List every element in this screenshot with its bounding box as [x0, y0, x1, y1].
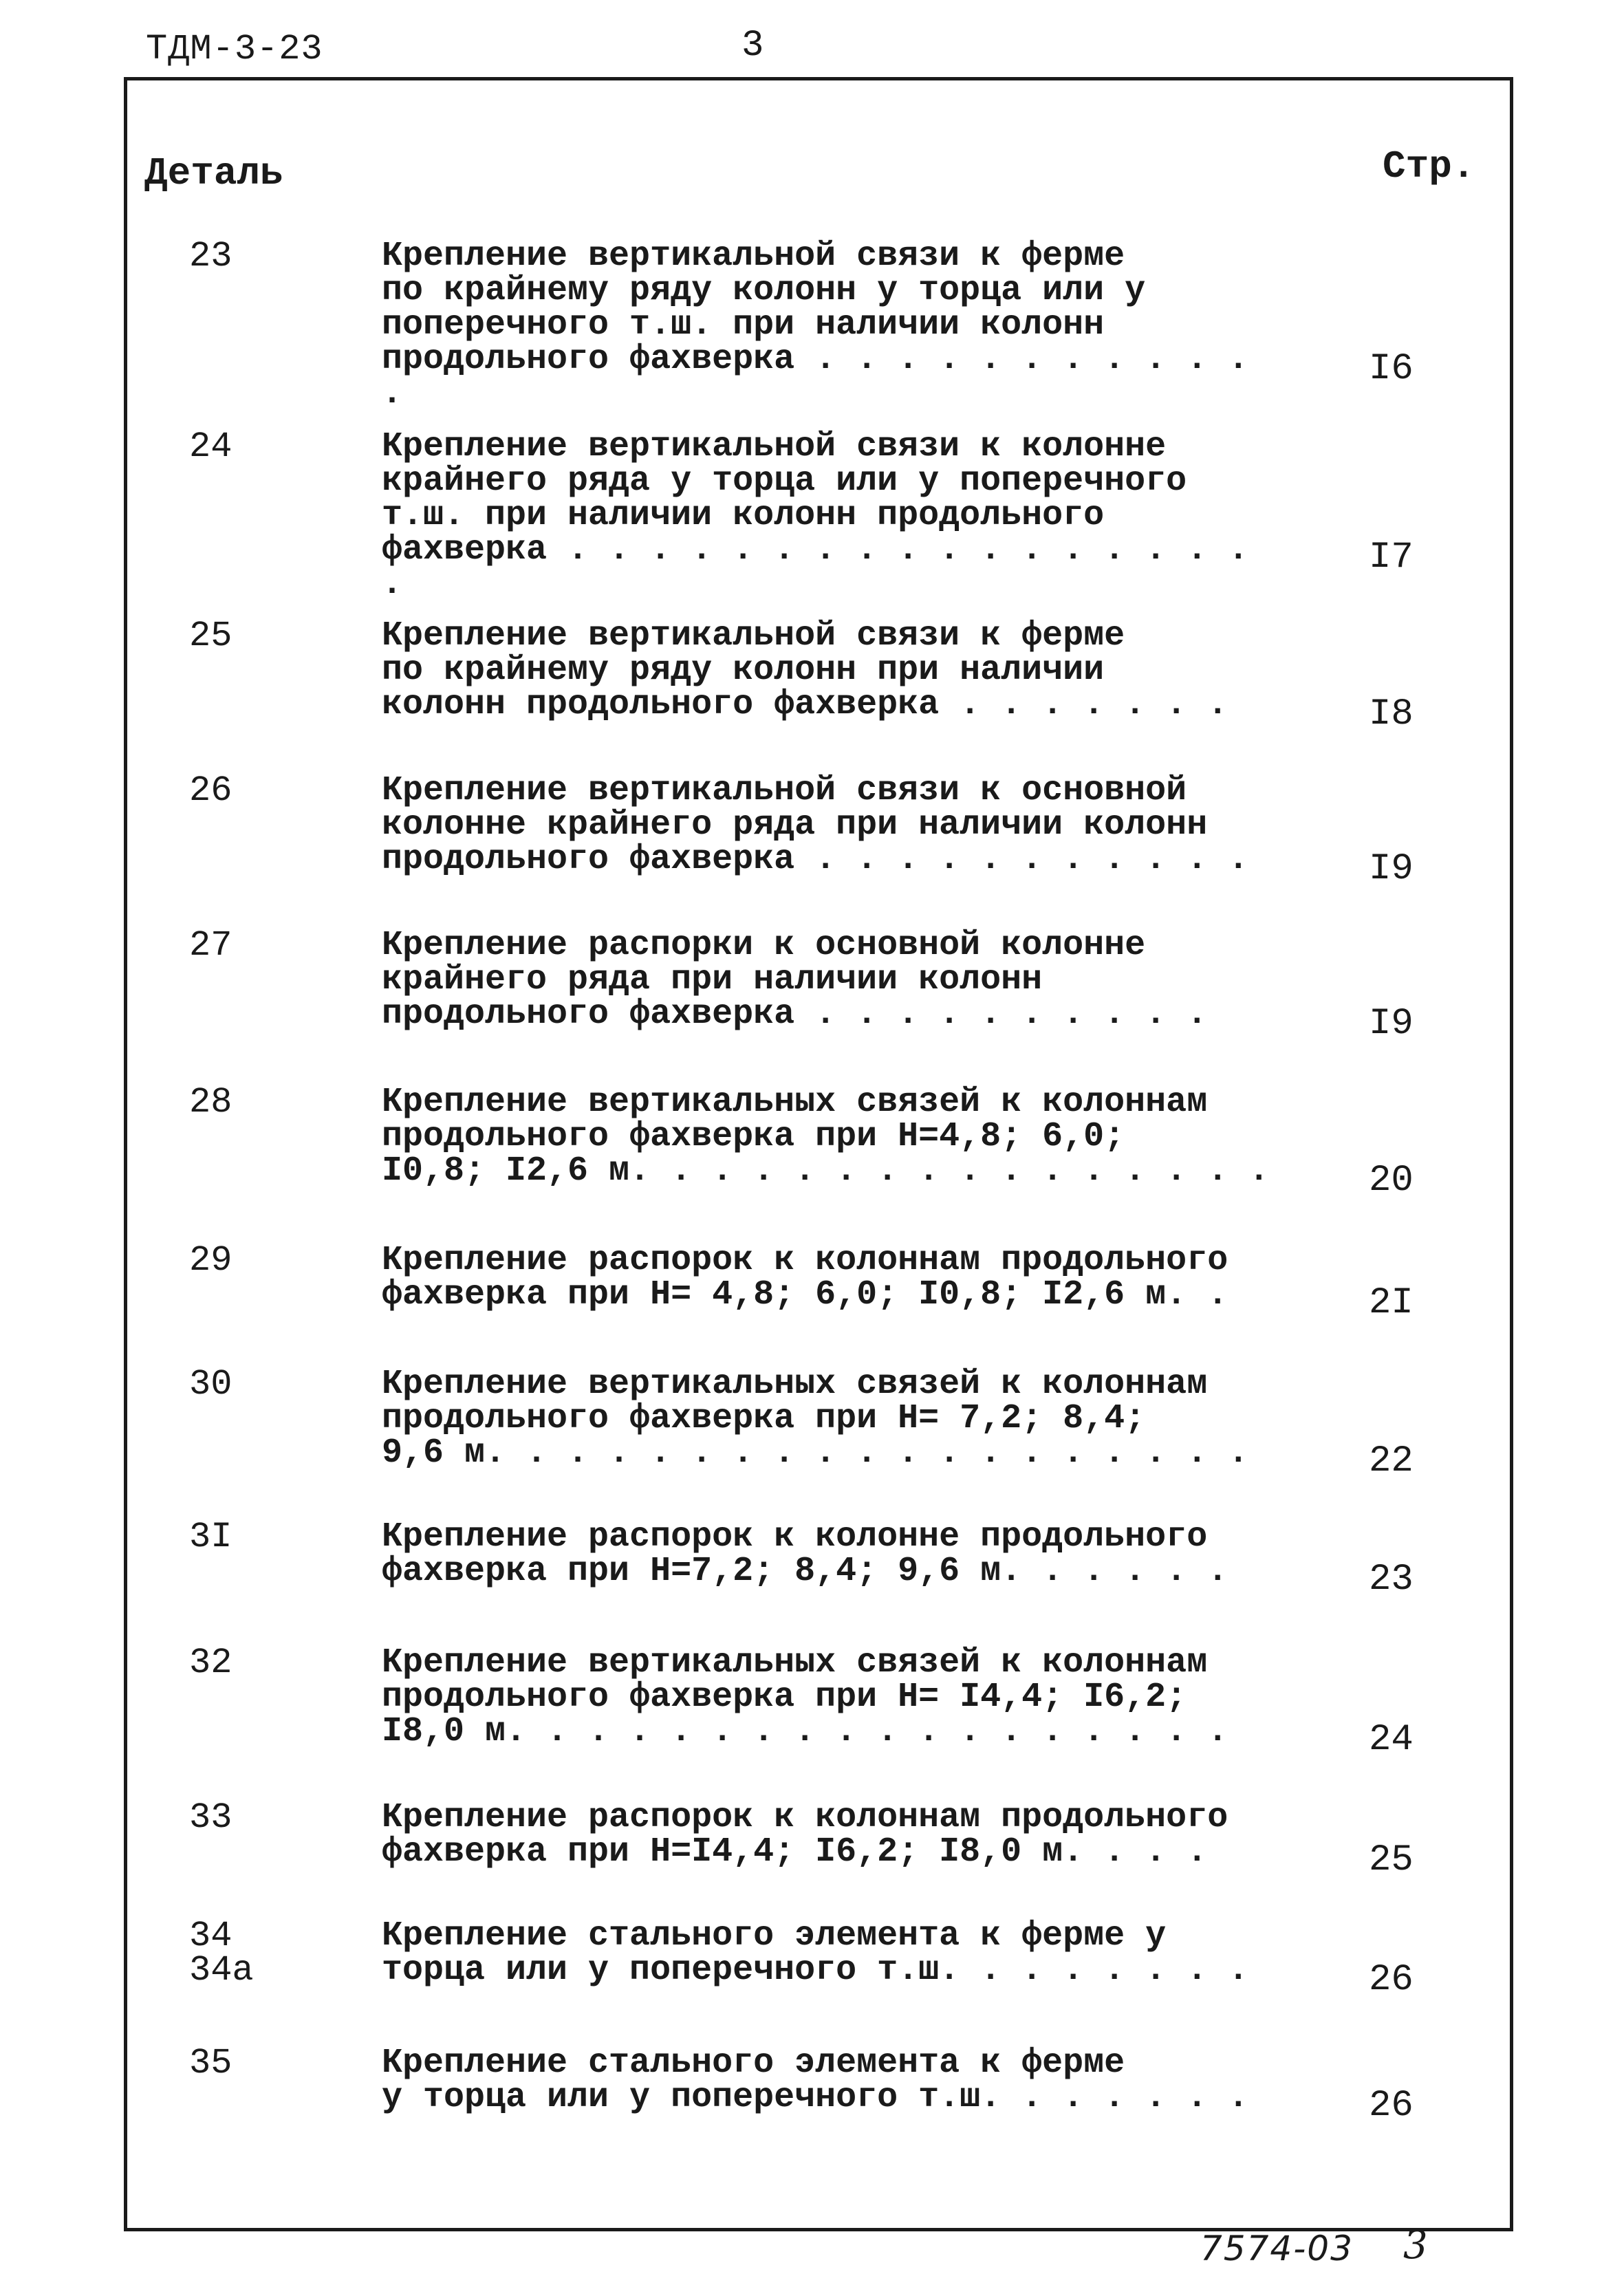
page-ref: 22 — [1369, 1440, 1414, 1482]
detail-description: Крепление распорок к колонне продольного фахверка при Н=7,2; 8,4; 9,6 м. . . . . . — [382, 1517, 1228, 1591]
page-ref: 23 — [1369, 1559, 1414, 1601]
page-ref: 20 — [1369, 1160, 1414, 1202]
detail-description: Крепление вертикальной связи к основной колонне крайнего ряда при наличии колонн продольного фахверка . . . . . . . . . . . — [382, 771, 1249, 879]
stamp-page-number: 3 — [1403, 2223, 1428, 2268]
detail-description: Крепление вертикальных связей к колоннам продольного фахверка при Н= 7,2; 8,4; 9,6 м. . . . . . . . . . . . . . . . . . . — [382, 1365, 1249, 1473]
archive-stamp: 7574-03 — [1200, 2229, 1354, 2268]
page-ref: 24 — [1369, 1719, 1414, 1761]
detail-description: Крепление стального элемента к ферме у торца или у поперечного т.ш. . . . . . . . — [382, 1916, 1249, 1990]
page-number: 3 — [741, 25, 764, 67]
detail-number: 30 — [189, 1364, 232, 1405]
detail-number: 3I — [189, 1517, 232, 1557]
column-header-detail: Деталь — [144, 151, 283, 195]
detail-number: 23 — [189, 236, 232, 277]
detail-description: Крепление вертикальных связей к колоннам продольного фахверка при Н= I4,4; I6,2; I8,0 м. . . . . . . . . . . . . . . . . . — [382, 1643, 1228, 1751]
detail-number: 27 — [189, 925, 232, 966]
detail-description: Крепление распорок к колоннам продольного фахверка при Н=I4,4; I6,2; I8,0 м. . . . — [382, 1798, 1228, 1872]
page-ref: I9 — [1369, 848, 1414, 890]
detail-description: Крепление стального элемента к ферме у торца или у поперечного т.ш. . . . . . . — [382, 2044, 1249, 2117]
detail-number: 24 — [189, 426, 232, 467]
detail-number: 32 — [189, 1643, 232, 1683]
detail-description: Крепление распорок к колоннам продольного фахверка при Н= 4,8; 6,0; I0,8; I2,6 м. . — [382, 1241, 1228, 1314]
detail-description: Крепление вертикальных связей к колоннам продольного фахверка при Н=4,8; 6,0; I0,8; I2,6 м. . . . . . . . . . . . . . . . — [382, 1083, 1270, 1191]
document-code: ТДМ-3-23 — [146, 29, 323, 69]
detail-number: 33 — [189, 1797, 232, 1838]
page-ref: 25 — [1369, 1839, 1414, 1881]
page-ref: 26 — [1369, 1959, 1414, 2001]
detail-description: Крепление вертикальной связи к ферме по крайнему ряду колонн у торца или у поперечного т.ш. при наличии колонн продольного фахверка . . . . . . . . . . . . — [382, 237, 1249, 413]
detail-number: 35 — [189, 2043, 232, 2083]
page-ref: I7 — [1369, 537, 1414, 578]
detail-number: 29 — [189, 1240, 232, 1281]
page-ref: 26 — [1369, 2085, 1414, 2127]
page-ref: I8 — [1369, 693, 1414, 735]
column-header-page: Стр. — [1383, 144, 1475, 188]
detail-number: 34 34а — [189, 1916, 254, 1991]
detail-number: 25 — [189, 616, 232, 656]
page-ref: 2I — [1369, 1282, 1414, 1324]
page-ref: I6 — [1369, 348, 1414, 390]
detail-number: 26 — [189, 770, 232, 811]
detail-description: Крепление вертикальной связи к ферме по крайнему ряду колонн при наличии колонн продольного фахверка . . . . . . . — [382, 616, 1228, 724]
detail-description: Крепление распорки к основной колонне крайнего ряда при наличии колонн продольного фахверка . . . . . . . . . . — [382, 926, 1208, 1034]
page-ref: I9 — [1369, 1003, 1414, 1045]
detail-description: Крепление вертикальной связи к колонне крайнего ряда у торца или у поперечного т.ш. при наличии колонн продольного фахверка . . . . . . . . . . . . . . . . . . — [382, 427, 1249, 604]
detail-number: 28 — [189, 1082, 232, 1123]
